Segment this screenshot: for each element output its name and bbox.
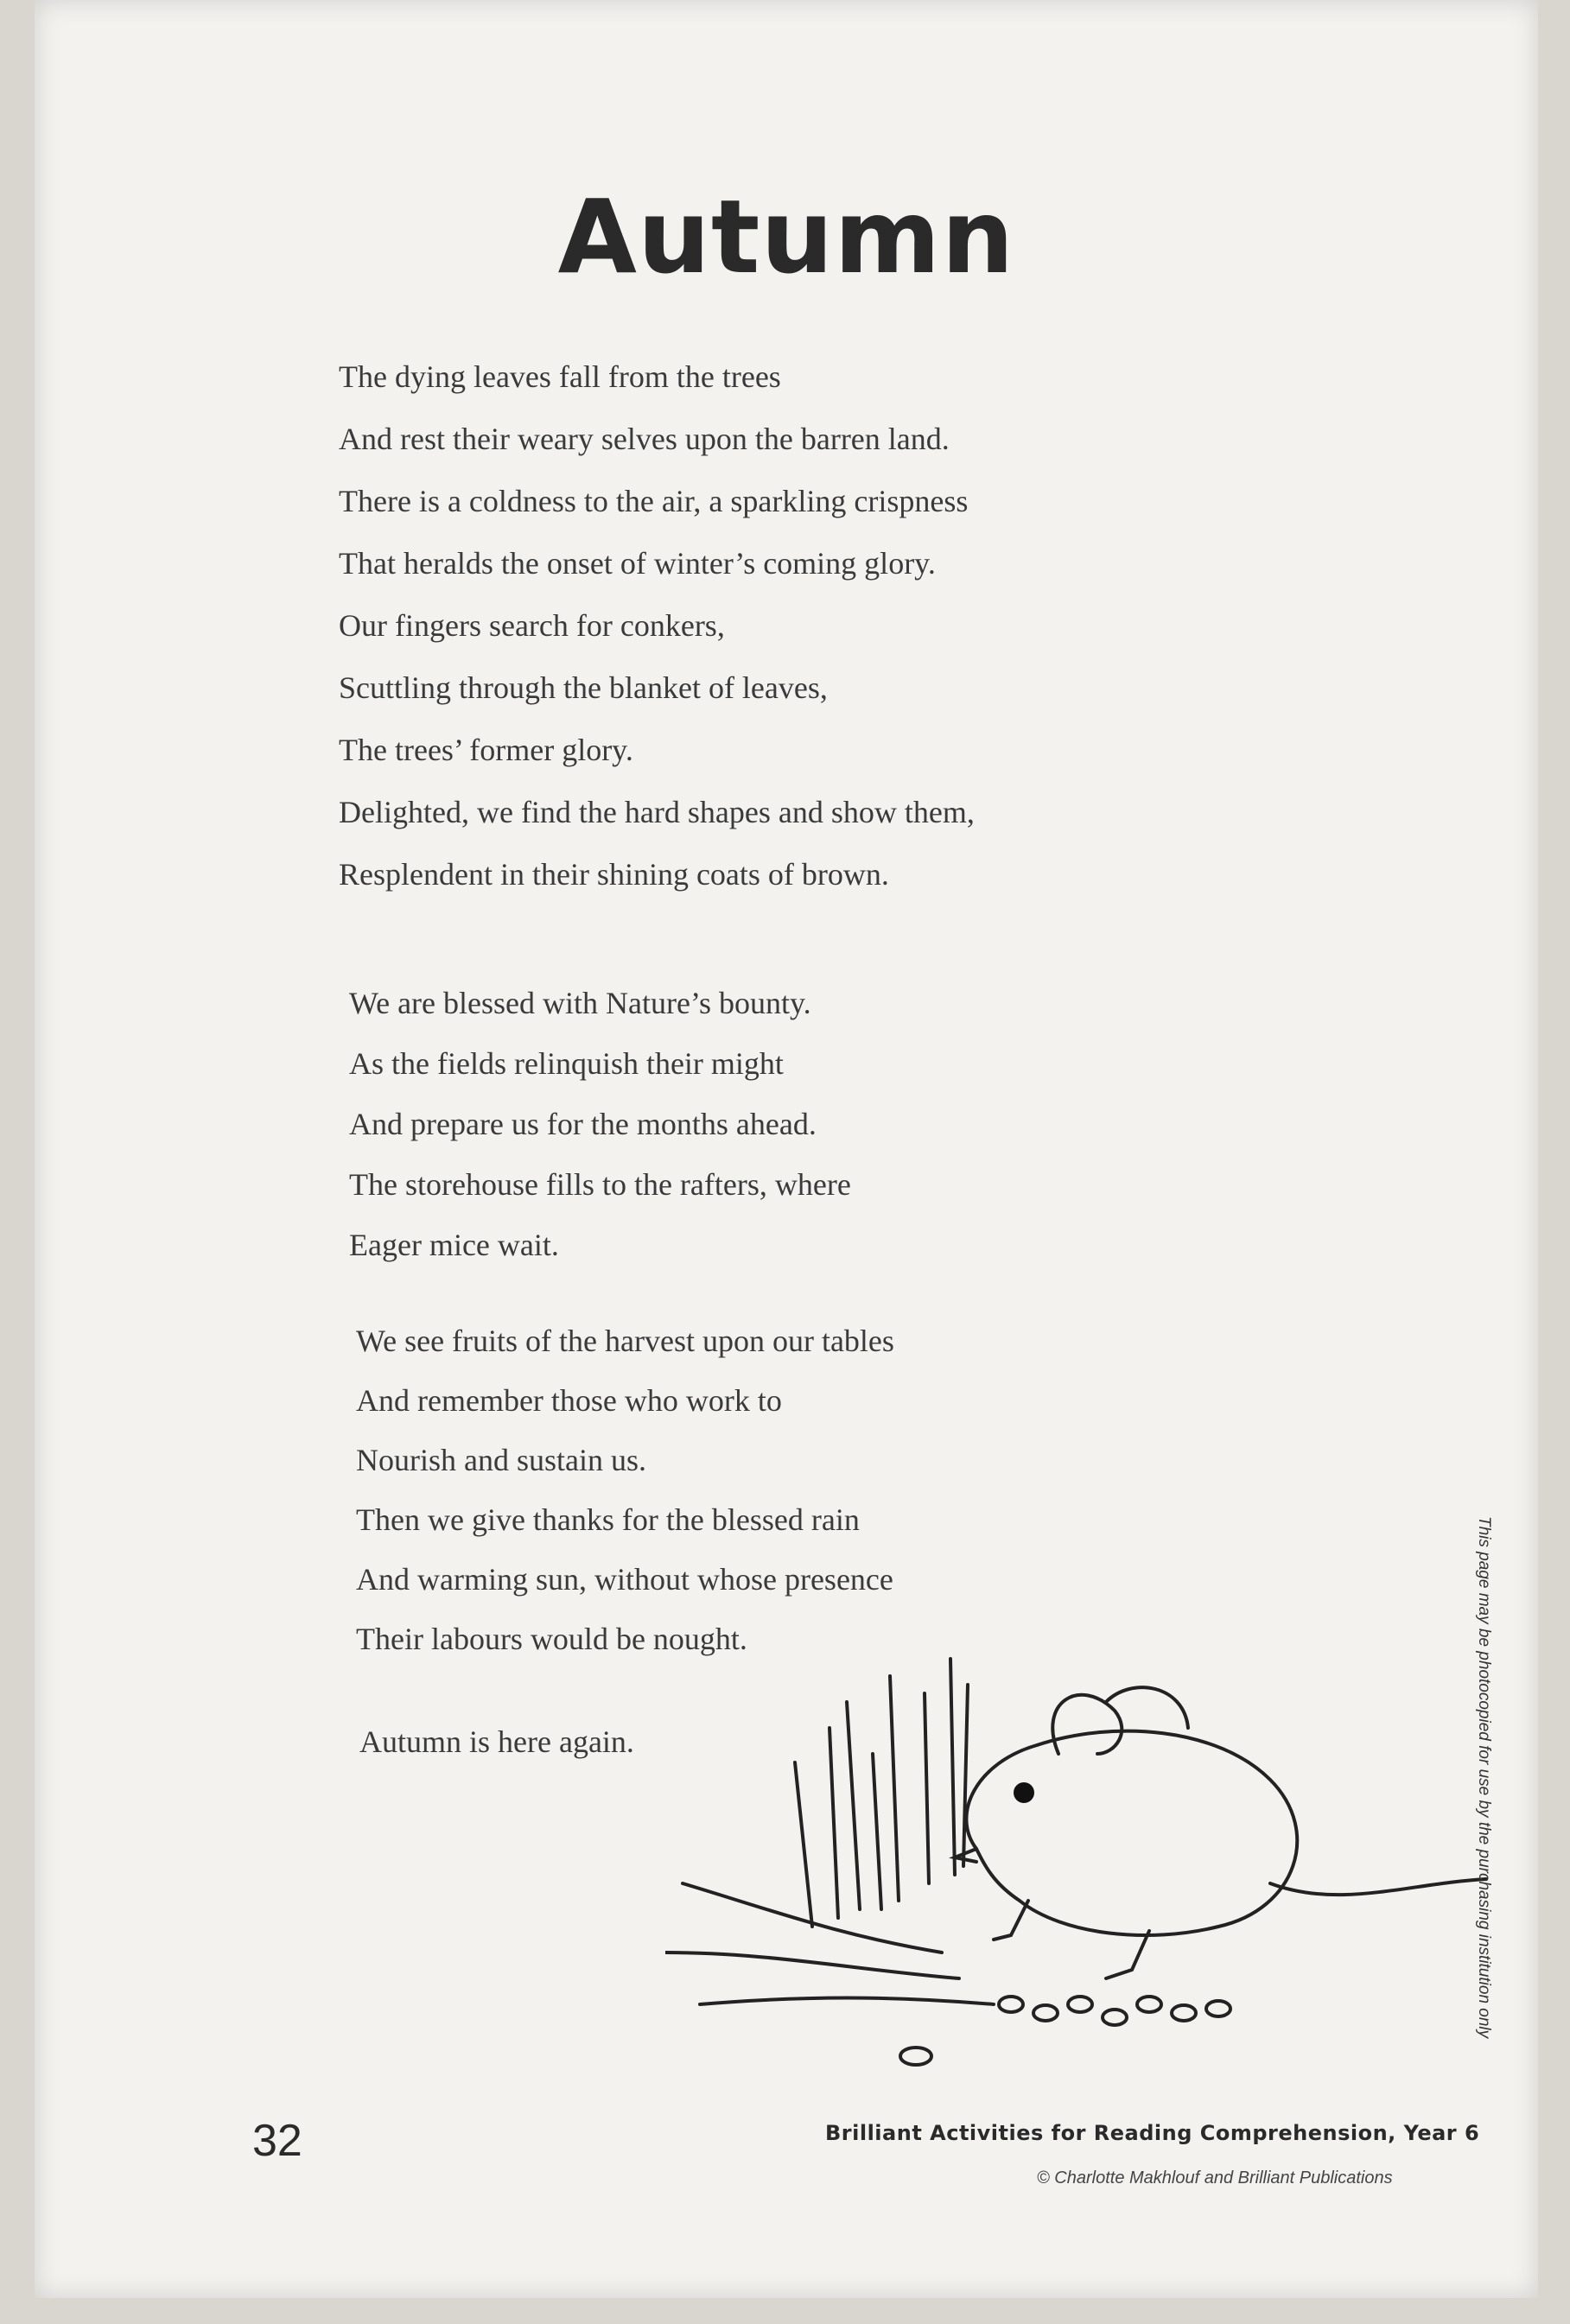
mouse-snout [955,1849,976,1862]
grain [999,1997,1023,2012]
poem-line: And prepare us for the months ahead. [349,1107,817,1141]
stalk [795,1762,812,1927]
stalk [829,1728,838,1918]
poem-line: The dying leaves fall from the trees [339,359,781,394]
grain [1103,2010,1127,2025]
poem-line: That heralds the onset of winter’s coming glory. [339,546,936,581]
stalk [873,1754,881,1909]
document-page [35,0,1538,2298]
mouse-ear [1052,1695,1122,1754]
stalk [950,1659,955,1875]
poem-line: We see fruits of the harvest upon our tables [356,1324,894,1358]
poem-line: Our fingers search for conkers, [339,608,725,643]
stanza-4 [359,1711,634,1773]
stanza-1 [339,346,975,905]
grain [1068,1997,1092,2012]
grain [1033,2005,1058,2021]
poem-line: Then we give thanks for the blessed rain [356,1502,860,1537]
stalk [963,1685,968,1866]
footer-copyright: © Charlotte Makhlouf and Brilliant Publications [1037,2168,1393,2187]
poem-line: Their labours would be nought. [356,1622,747,1656]
poem-line: And rest their weary selves upon the barren land. [339,422,950,456]
photocopy-notice: This page may be photocopied for use by the purchasing institution only [1475,1516,1493,2039]
poem-line: The trees’ former glory. [339,733,633,767]
stalk [847,1702,860,1909]
wheat-stalk [665,1953,959,1978]
stalk [890,1676,899,1901]
poem-line: And warming sun, without whose presence [356,1562,893,1597]
mouse-tail [1270,1879,1486,1895]
grain [1206,2001,1230,2016]
poem-line: Nourish and sustain us. [356,1443,646,1477]
page-number: 32 [252,2116,302,2166]
mouse-illustration [665,1624,1495,2073]
poem-line: And remember those who work to [356,1383,782,1418]
poem-line: We are blessed with Nature’s bounty. [349,986,811,1020]
poem-line: Autumn is here again. [359,1724,634,1759]
poem-line: The storehouse fills to the rafters, where [349,1167,851,1202]
grain [900,2048,931,2065]
stanza-3 [356,1311,894,1669]
mouse-body [966,1731,1297,1935]
footer-title: Brilliant Activities for Reading Comprehension, Year 6 [825,2121,1480,2145]
mouse-leg [1106,1931,1149,1978]
poem-line: Resplendent in their shining coats of brown. [339,857,889,892]
mouse-ear [1106,1687,1188,1728]
poem-title: Autumn [557,177,1015,296]
poem-line: There is a coldness to the air, a sparkling crispness [339,484,969,518]
grain [1137,1997,1161,2012]
mouse-leg [994,1901,1028,1940]
wheat-stalk [700,1998,994,2005]
poem-line: As the fields relinquish their might [349,1046,784,1081]
grain [1172,2005,1196,2021]
stalk [925,1693,929,1883]
stanza-2 [349,973,851,1275]
poem-line: Delighted, we find the hard shapes and show them, [339,795,975,829]
mouse-eye [1014,1782,1034,1803]
poem-line: Scuttling through the blanket of leaves, [339,670,828,705]
poem-line: Eager mice wait. [349,1228,559,1262]
